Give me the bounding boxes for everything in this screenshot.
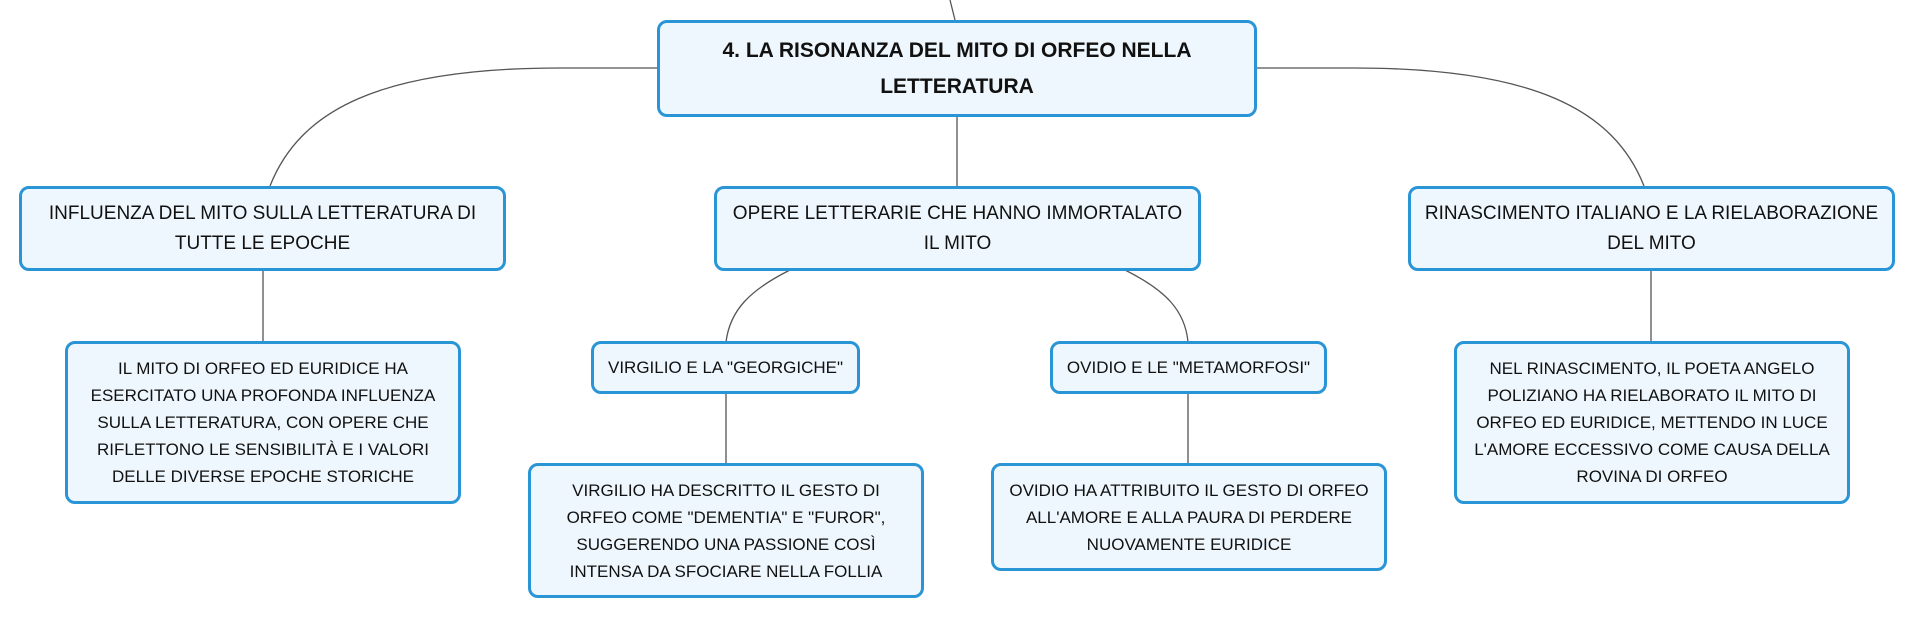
subtopic-virgilio-node[interactable] — [591, 341, 860, 394]
topic-opere-label: OPERE LETTERARIE CHE HANNO IMMORTALATO IL MITO — [732, 202, 1183, 254]
central-topic-title: 4. LA RISONANZA DEL MITO DI ORFEO NELLA LETTERATURA — [722, 38, 1192, 98]
subtopic-ovidio-label: OVIDIO E LE "METAMORFOSI" — [1066, 358, 1311, 377]
detail-virgilio-text: VIRGILIO HA DESCRITTO IL GESTO DI ORFEO COME "DEMENTIA" E "FUROR", SUGGERENDO UNA PASSIONE COSÌ INTENSA DA SFOCIARE NELLA FOLLIA — [566, 480, 886, 581]
detail-ovidio-node[interactable] — [991, 463, 1387, 571]
central-topic-node[interactable] — [657, 20, 1257, 117]
subtopic-ovidio-node[interactable] — [1050, 341, 1327, 394]
subtopic-poliziano-detail-text: NEL RINASCIMENTO, IL POETA ANGELO POLIZIANO HA RIELABORATO IL MITO DI ORFEO ED EURIDICE, METTENDO IN LUCE L'AMORE ECCESSIVO COME CAUSA DELLA ROVINA DI ORFEO — [1474, 359, 1830, 486]
connector-root-to-influence — [270, 68, 658, 186]
subtopic-influenza-detail-node[interactable] — [65, 341, 461, 504]
topic-rinascimento-label: RINASCIMENTO ITALIANO E LA RIELABORAZIONE DEL MITO — [1424, 202, 1879, 254]
topic-rinascimento-node[interactable] — [1408, 186, 1895, 271]
connector-root-to-renaissance — [1256, 68, 1644, 186]
detail-ovidio-text: OVIDIO HA ATTRIBUITO IL GESTO DI ORFEO ALL'AMORE E ALLA PAURA DI PERDERE NUOVAMENTE EURIDICE — [1009, 480, 1369, 554]
subtopic-virgilio-label: VIRGILIO E LA "GEORGICHE" — [607, 358, 844, 377]
subtopic-influenza-detail-text: IL MITO DI ORFEO ED EURIDICE HA ESERCITATO UNA PROFONDA INFLUENZA SULLA LETTERATURA, CON OPERE CHE RIFLETTONO LE SENSIBILITÀ E I VALORI DELLE DIVERSE EPOCHE STORICHE — [90, 359, 436, 486]
detail-virgilio-node[interactable] — [528, 463, 924, 598]
topic-influenza-label: INFLUENZA DEL MITO SULLA LETTERATURA DI TUTTE LE EPOCHE — [48, 202, 477, 254]
topic-influenza-node[interactable] — [19, 186, 506, 271]
connector-works-to-virgilio — [726, 270, 790, 342]
subtopic-poliziano-detail-node[interactable] — [1454, 341, 1850, 504]
connector-parent-to-root — [950, 0, 955, 20]
connector-works-to-ovidio — [1125, 270, 1188, 342]
topic-opere-node[interactable] — [714, 186, 1201, 271]
